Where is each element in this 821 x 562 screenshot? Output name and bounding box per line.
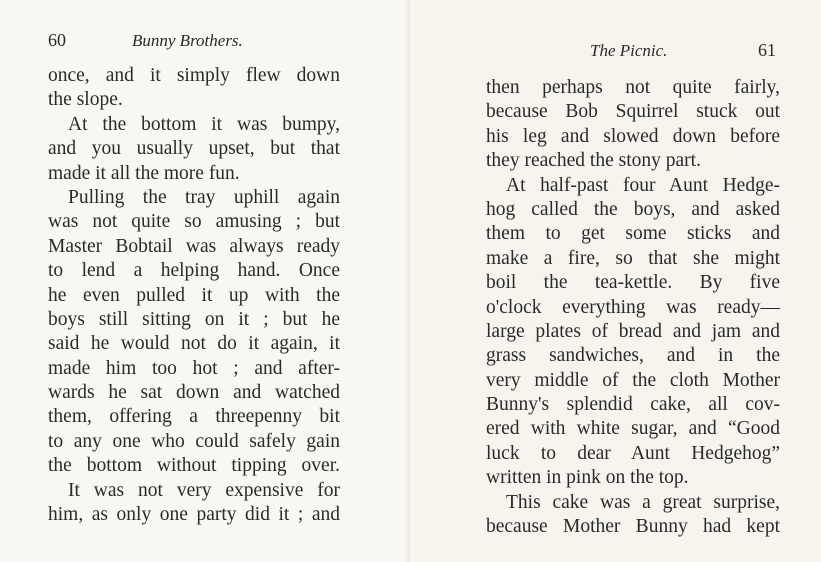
text-line: to lend a helping hand. Once: [48, 260, 340, 282]
text-line: grass sandwiches, and in the: [486, 345, 780, 367]
text-line: them to get some sticks and: [486, 223, 780, 245]
left-body-text: [48, 64, 340, 527]
text-line: luck to dear Aunt Hedgehog”: [486, 442, 780, 464]
left-page-number: 60: [48, 30, 66, 50]
text-line: was not quite so amusing ; but: [48, 211, 340, 233]
right-page-number: 61: [758, 40, 776, 60]
text-line: because Bob Squirrel stuck out: [486, 101, 780, 123]
text-line: ered with white sugar, and “Good: [486, 418, 780, 440]
text-line: the slope.: [48, 89, 123, 111]
text-line: boil the tea-kettle. By five: [486, 272, 780, 294]
text-line: written in pink on the top.: [486, 467, 689, 489]
text-line: he even pulled it up with the: [48, 284, 340, 306]
text-line: then perhaps not quite fairly,: [486, 77, 780, 98]
text-line: wards he sat down and watched: [48, 382, 340, 404]
text-line: This cake was a great surprise,: [506, 491, 780, 513]
left-running-head: Bunny Brothers.: [132, 31, 243, 50]
text-line: him, as only one party did it ; and: [48, 504, 340, 526]
text-line: because Mother Bunny had kept: [486, 516, 780, 538]
text-line: make a fire, so that she might: [486, 247, 780, 269]
text-line: At the bottom it was bumpy,: [68, 113, 340, 135]
text-line: It was not very expensive for: [68, 479, 340, 501]
right-page: [410, 0, 821, 562]
text-line: to any one who could safely gain: [48, 430, 340, 452]
text-line: and you usually upset, but that: [48, 138, 340, 160]
text-line: hog called the boys, and asked: [486, 198, 780, 220]
right-body-text: [486, 76, 780, 539]
text-line: made it all the more fun.: [48, 162, 240, 184]
text-line: Pulling the tray uphill again: [68, 186, 340, 208]
text-line: the bottom without tipping over.: [48, 455, 340, 477]
right-running-head: The Picnic.: [590, 41, 668, 60]
text-line: At half-past four Aunt Hedge-: [506, 174, 780, 196]
text-line: said he would not do it again, it: [48, 333, 340, 355]
text-line: large plates of bread and jam and: [486, 320, 780, 342]
text-line: o'clock everything was ready—: [486, 296, 780, 318]
left-page: [0, 0, 410, 562]
text-line: once, and it simply flew down: [48, 65, 340, 86]
text-line: his leg and slowed down before: [486, 125, 780, 147]
text-line: made him too hot ; and after-: [48, 357, 340, 379]
text-line: very middle of the cloth Mother: [486, 369, 780, 391]
text-line: boys still sitting on it ; but he: [48, 308, 340, 330]
text-line: them, offering a threepenny bit: [48, 406, 340, 428]
text-line: Master Bobtail was always ready: [48, 235, 340, 257]
text-line: they reached the stony part.: [486, 150, 701, 172]
text-line: Bunny's splendid cake, all cov-: [486, 394, 780, 416]
